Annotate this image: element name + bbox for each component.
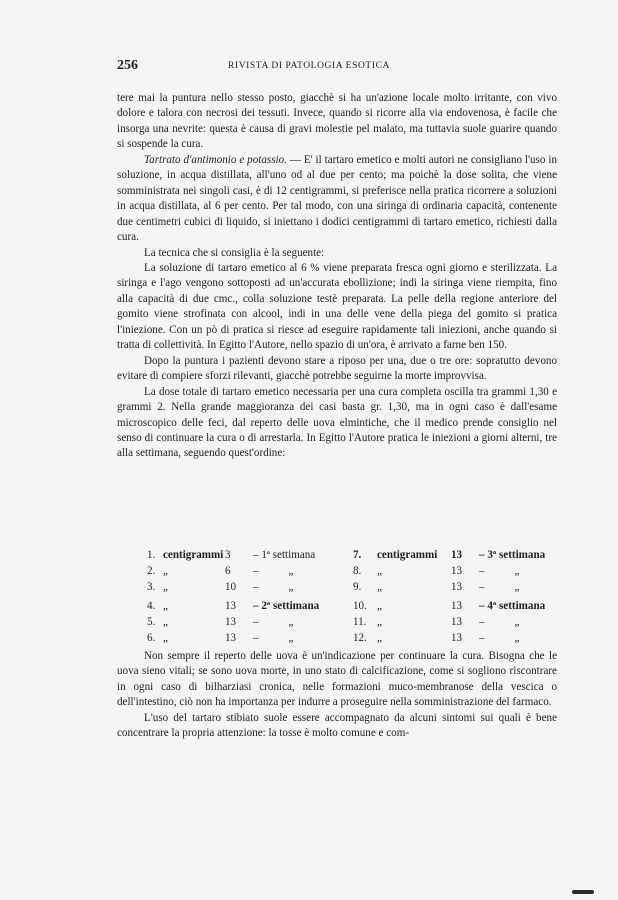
schedule-cell: „: [377, 615, 382, 628]
schedule-cell: „: [377, 580, 382, 593]
ditto-mark: „: [288, 631, 294, 644]
schedule-cell: „: [163, 599, 168, 612]
schedule-cell: 13: [451, 549, 463, 561]
schedule-cell: 9.: [353, 580, 362, 593]
schedule-cell: 8.: [353, 564, 362, 577]
schedule-cell: 13: [451, 615, 463, 628]
body-text-lower: [117, 649, 557, 742]
schedule-cell: –: [479, 580, 485, 593]
scan-artifact: [572, 890, 594, 894]
schedule-cell: 10: [225, 580, 237, 593]
ditto-mark: „: [514, 631, 520, 644]
schedule-cell: 13: [225, 631, 237, 644]
schedule-cell: „: [163, 580, 168, 593]
paragraph: Dopo la puntura i pazienti devono stare a riposo per una, due o tre ore: sopratutto devono evitare di compiere sforzi rilevanti, giacchè potrebbe seguirne la morte improvvisa.: [117, 354, 557, 383]
schedule-cell: –: [253, 631, 259, 644]
schedule-cell: – 1ª settimana: [253, 549, 316, 561]
schedule-cell: centigrammi: [163, 549, 224, 561]
schedule-cell: „: [163, 564, 168, 577]
injection-schedule: [147, 548, 567, 646]
schedule-row: [147, 599, 567, 615]
paragraph: [117, 153, 557, 246]
schedule-cell: 3: [225, 549, 231, 561]
body-text-upper: [117, 91, 557, 462]
schedule-row: [147, 631, 567, 647]
schedule-row: [147, 564, 567, 580]
ditto-mark: „: [288, 580, 294, 593]
schedule-cell: –: [253, 564, 259, 577]
ditto-mark: „: [514, 564, 520, 577]
schedule-cell: – 2ª settimana: [253, 599, 320, 612]
schedule-cell: „: [377, 599, 382, 612]
schedule-cell: 13: [451, 599, 463, 612]
paragraph: tere mai la puntura nello stesso posto, giacchè si ha un'azione locale molto irritante, con vivo dolore e talora con necrosi dei tessuti. Invece, quando si ricorre alla via endovenosa, è facile che insorga una nevrite: questa è causa di gravi molestie pel malato, ma tuttavia suole guarire quando si sospende la cura.: [117, 92, 557, 151]
schedule-cell: 13: [451, 580, 463, 593]
schedule-cell: 6.: [147, 631, 156, 644]
schedule-cell: [479, 580, 549, 596]
schedule-cell: –: [479, 564, 485, 577]
schedule-cell: – 3ª settimana: [479, 549, 546, 561]
ditto-mark: „: [514, 580, 520, 593]
paragraph: Non sempre il reperto delle uova è un'indicazione per continuare la cura. Bisogna che le uova sieno vitali; se sono uova morte, in uno stato di calcificazione, come si sogliono riscontrare in ogni caso di bilharziasi cronica, nelle formazioni muco-membranose della vescica o dell'intestino, ciò non ha importanza per indurre a proseguire nella somministrazione del farmaco.: [117, 650, 557, 709]
schedule-cell: [479, 615, 549, 631]
schedule-cell: 13: [225, 599, 237, 612]
schedule-cell: –: [479, 615, 485, 628]
paragraph: L'uso del tartaro stibiato suole essere accompagnato da alcuni sintomi sui quali è bene concentrare la propria attenzione: la tosse è molto comune e com-: [117, 711, 557, 740]
schedule-cell: 11.: [353, 615, 367, 628]
schedule-row: [147, 548, 567, 564]
schedule-cell: [479, 631, 549, 647]
schedule-cell: 10.: [353, 599, 367, 612]
schedule-cell: –: [253, 580, 259, 593]
schedule-cell: 6: [225, 564, 231, 577]
schedule-cell: [479, 564, 549, 580]
schedule-cell: 7.: [353, 549, 362, 561]
schedule-cell: „: [377, 631, 382, 644]
schedule-cell: 1.: [147, 549, 156, 561]
schedule-cell: 13: [451, 564, 463, 577]
paragraph: La dose totale di tartaro emetico necessaria per una cura completa oscilla tra grammi 1,30 e grammi 2. Nella grande maggioranza dei casi basta gr. 1,30, ma in ogni caso è dall'esame microscopico delle feci, dal reperto delle uova elmintiche, che il medico prende consiglio nel senso di continuare la cura o di arrestarla. In Egitto l'Autore pratica le iniezioni a giorni alterni, tre alla settimana, seguendo quest'ordine:: [117, 385, 557, 460]
schedule-cell: [253, 615, 353, 631]
schedule-row: [147, 615, 567, 631]
schedule-cell: „: [163, 631, 168, 644]
ditto-mark: „: [514, 615, 520, 628]
schedule-cell: [253, 580, 353, 596]
schedule-cell: centigrammi: [377, 549, 438, 561]
ditto-mark: „: [288, 564, 294, 577]
schedule-cell: 4.: [147, 599, 156, 612]
schedule-row: [147, 580, 567, 596]
schedule-cell: [253, 564, 353, 580]
schedule-cell: 12.: [353, 631, 367, 644]
page-number: 256: [117, 58, 138, 73]
schedule-cell: 5.: [147, 615, 156, 628]
paragraph: La soluzione di tartaro emetico al 6 % viene preparata fresca ogni giorno e sterilizzata. La siringa e l'ago vengono sottoposti ad un'accurata ebollizione; indi la siringa viene riempita, fino alla capacità di due cmc., colla soluzione testè preparata. La pelle della regione anteriore del gomito viene strofinata con alcool, indi in una delle vene della piega del gomito si pratica l'iniezione. Con un pò di pratica si riesce ad eseguire rapidamente tali iniezioni, anche quando si tratta di collettività. In Egitto l'Autore, nello spazio di un'ora, è arrivato a farne ben 150.: [117, 261, 557, 352]
schedule-cell: – 4ª settimana: [479, 599, 546, 612]
ditto-mark: „: [288, 615, 294, 628]
schedule-cell: 13: [225, 615, 237, 628]
schedule-cell: 13: [451, 631, 463, 644]
schedule-cell: 3.: [147, 580, 156, 593]
running-head: RIVISTA DI PATOLOGIA ESOTICA: [228, 61, 390, 71]
schedule-cell: 2.: [147, 564, 156, 577]
schedule-cell: –: [253, 615, 259, 628]
paragraph-text: — E' il tartaro emetico e molti autori ne consigliano l'uso in soluzione, in acqua distillata, all'uno od al due per cento; ma poichè la dose solita, che viene somministrata nei singoli casi, è di 12 centigrammi, si preferisce nella pratica ricorrere a soluzioni in acqua distillata, al 6 per cento. Per tal modo, con una siringa di ordinaria capacità, contenente due centimetri cubici di liquido, si iniettano i dodici centigrammi di tartaro emetico, richiesti dalla cura.: [117, 153, 557, 244]
schedule-cell: „: [163, 615, 168, 628]
section-title: Tartrato d'antimonio e potassio.: [144, 153, 287, 166]
schedule-cell: –: [479, 631, 485, 644]
schedule-cell: „: [377, 564, 382, 577]
schedule-cell: [253, 631, 353, 647]
paragraph: La tecnica che si consiglia è la seguente:: [144, 246, 325, 259]
